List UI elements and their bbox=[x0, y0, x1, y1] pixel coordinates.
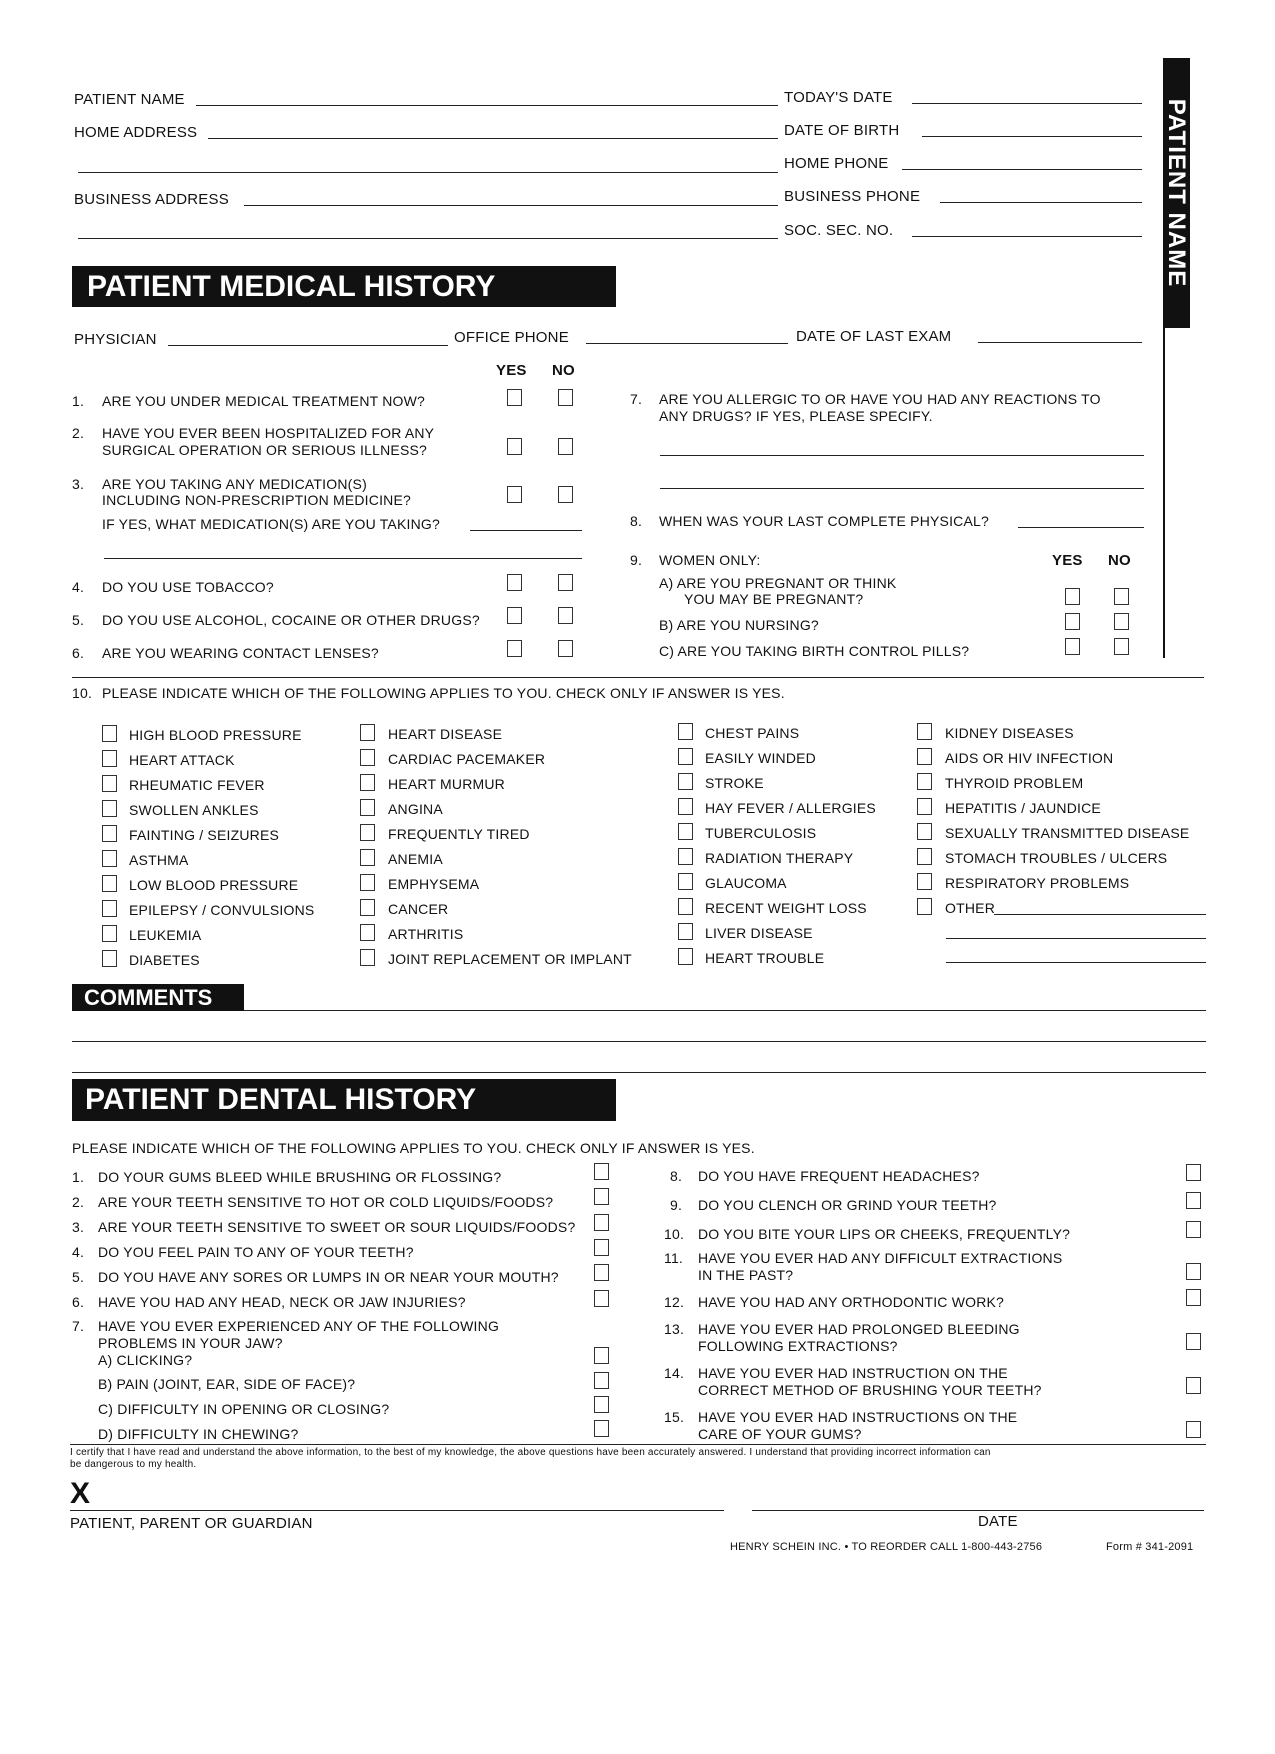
condition-label: RESPIRATORY PROBLEMS bbox=[945, 875, 1130, 891]
allergies-field[interactable] bbox=[660, 455, 1144, 456]
medical-question-6: ARE YOU WEARING CONTACT LENSES? bbox=[102, 645, 379, 661]
dental-q10-checkbox[interactable] bbox=[1186, 1221, 1201, 1238]
dental-question-3: ARE YOUR TEETH SENSITIVE TO SWEET OR SOUR LIQUIDS/FOODS? bbox=[98, 1219, 576, 1235]
other-condition-field-line2[interactable] bbox=[946, 938, 1206, 939]
q2-no-checkbox[interactable] bbox=[558, 438, 573, 455]
certification-statement: I certify that I have read and understand the above information, to the best of my knowledge, the above questions have been accurately answered. I understand that providing incorrect information can bbox=[70, 1447, 991, 1458]
dental-q8-checkbox[interactable] bbox=[1186, 1164, 1201, 1181]
medical-question-3: ARE YOU TAKING ANY MEDICATION(S) bbox=[102, 476, 367, 492]
dental-q12-checkbox[interactable] bbox=[1186, 1289, 1201, 1306]
dental-q7c-text: C) DIFFICULTY IN OPENING OR CLOSING? bbox=[98, 1401, 390, 1417]
certification-statement-cont: be dangerous to my health. bbox=[70, 1459, 197, 1470]
medical-question-2: HAVE YOU EVER BEEN HOSPITALIZED FOR ANY bbox=[102, 425, 435, 441]
dental-q3-checkbox[interactable] bbox=[594, 1214, 609, 1231]
dental-q7b-text: B) PAIN (JOINT, EAR, SIDE OF FACE)? bbox=[98, 1376, 356, 1392]
comments-field-line2[interactable] bbox=[72, 1041, 1206, 1042]
condition-checkbox[interactable] bbox=[678, 898, 693, 915]
condition-checkbox[interactable] bbox=[360, 899, 375, 916]
patient-name-field[interactable] bbox=[196, 105, 778, 106]
dental-question-4: DO YOU FEEL PAIN TO ANY OF YOUR TEETH? bbox=[98, 1244, 414, 1260]
condition-checkbox[interactable] bbox=[917, 848, 932, 865]
question-number: 15. bbox=[664, 1409, 685, 1425]
q9c-text: C) ARE YOU TAKING BIRTH CONTROL PILLS? bbox=[659, 643, 970, 659]
no-column-header: NO bbox=[552, 362, 575, 379]
question-number: 4. bbox=[72, 1244, 85, 1260]
question-number: 14. bbox=[664, 1365, 685, 1381]
question-number: 3. bbox=[72, 1219, 85, 1235]
medical-question-3-cont: INCLUDING NON-PRESCRIPTION MEDICINE? bbox=[102, 492, 412, 508]
question-number: 9. bbox=[630, 552, 643, 568]
q3-no-checkbox[interactable] bbox=[558, 486, 573, 503]
question-number: 11. bbox=[664, 1250, 684, 1266]
question-number: 10. bbox=[664, 1226, 685, 1242]
todays-date-field[interactable] bbox=[912, 103, 1142, 104]
condition-label: HEART TROUBLE bbox=[705, 950, 825, 966]
dental-q6-checkbox[interactable] bbox=[594, 1290, 609, 1307]
question-number: 7. bbox=[72, 1318, 85, 1334]
q5-no-checkbox[interactable] bbox=[558, 607, 573, 624]
q9b-yes-checkbox[interactable] bbox=[1065, 613, 1080, 630]
date-last-exam-label: DATE OF LAST EXAM bbox=[796, 328, 952, 345]
condition-checkbox[interactable] bbox=[102, 950, 117, 967]
question-number: 12. bbox=[664, 1294, 685, 1310]
dental-question-13-cont: FOLLOWING EXTRACTIONS? bbox=[698, 1338, 898, 1354]
q1-yes-checkbox[interactable] bbox=[507, 389, 522, 406]
condition-label: CANCER bbox=[388, 901, 449, 917]
dental-q7c-checkbox[interactable] bbox=[594, 1396, 609, 1413]
condition-label: ARTHRITIS bbox=[388, 926, 464, 942]
condition-checkbox[interactable] bbox=[102, 775, 117, 792]
question-number: 4. bbox=[72, 579, 85, 595]
condition-label: EASILY WINDED bbox=[705, 750, 816, 766]
yes-column-header: YES bbox=[496, 362, 527, 379]
other-condition-checkbox[interactable] bbox=[917, 898, 932, 915]
question-number: 9. bbox=[670, 1197, 683, 1213]
q9b-no-checkbox[interactable] bbox=[1114, 613, 1129, 630]
question-number: 13. bbox=[664, 1321, 685, 1337]
dental-q15-checkbox[interactable] bbox=[1186, 1421, 1201, 1438]
question-number: 2. bbox=[72, 425, 85, 441]
condition-checkbox[interactable] bbox=[360, 849, 375, 866]
condition-checkbox[interactable] bbox=[678, 748, 693, 765]
home-phone-field[interactable] bbox=[902, 169, 1142, 170]
condition-checkbox[interactable] bbox=[360, 799, 375, 816]
physician-field[interactable] bbox=[168, 345, 448, 346]
q2-yes-checkbox[interactable] bbox=[507, 438, 522, 455]
condition-checkbox[interactable] bbox=[917, 748, 932, 765]
dental-question-15: HAVE YOU EVER HAD INSTRUCTIONS ON THE bbox=[698, 1409, 1018, 1425]
condition-checkbox[interactable] bbox=[917, 798, 932, 815]
q5-yes-checkbox[interactable] bbox=[507, 607, 522, 624]
q9a-yes-checkbox[interactable] bbox=[1065, 588, 1080, 605]
footer-divider bbox=[70, 1444, 1206, 1445]
signature-x-mark: X bbox=[70, 1477, 91, 1510]
dental-question-8: DO YOU HAVE FREQUENT HEADACHES? bbox=[698, 1168, 980, 1184]
condition-checkbox[interactable] bbox=[102, 850, 117, 867]
signature-label: PATIENT, PARENT OR GUARDIAN bbox=[70, 1515, 313, 1532]
dental-question-7-cont: PROBLEMS IN YOUR JAW? bbox=[98, 1335, 283, 1351]
question-number: 5. bbox=[72, 612, 85, 628]
home-address-label: HOME ADDRESS bbox=[74, 124, 198, 141]
condition-checkbox[interactable] bbox=[360, 774, 375, 791]
allergies-field-line2[interactable] bbox=[660, 488, 1144, 489]
dental-question-15-cont: CARE OF YOUR GUMS? bbox=[698, 1426, 862, 1442]
dental-q7a-checkbox[interactable] bbox=[594, 1347, 609, 1364]
date-of-birth-label: DATE OF BIRTH bbox=[784, 122, 900, 139]
dental-q1-checkbox[interactable] bbox=[594, 1163, 609, 1180]
question-number: 6. bbox=[72, 1294, 85, 1310]
business-address-field-line2[interactable] bbox=[78, 238, 778, 239]
question-number: 8. bbox=[670, 1168, 683, 1184]
dental-q14-checkbox[interactable] bbox=[1186, 1377, 1201, 1394]
medication-list-prompt: IF YES, WHAT MEDICATION(S) ARE YOU TAKING? bbox=[102, 516, 440, 532]
q9-no-column-header: NO bbox=[1108, 552, 1131, 569]
condition-checkbox[interactable] bbox=[360, 724, 375, 741]
business-phone-label: BUSINESS PHONE bbox=[784, 188, 921, 205]
dental-q7b-checkbox[interactable] bbox=[594, 1372, 609, 1389]
condition-label: DIABETES bbox=[129, 952, 200, 968]
question-number: 6. bbox=[72, 645, 85, 661]
office-phone-label: OFFICE PHONE bbox=[454, 329, 569, 346]
dental-q7a-text: A) CLICKING? bbox=[98, 1352, 193, 1368]
condition-label: STOMACH TROUBLES / ULCERS bbox=[945, 850, 1168, 866]
dental-question-1: DO YOUR GUMS BLEED WHILE BRUSHING OR FLOSSING? bbox=[98, 1169, 502, 1185]
condition-label: FREQUENTLY TIRED bbox=[388, 826, 530, 842]
question-number: 1. bbox=[72, 393, 85, 409]
condition-checkbox[interactable] bbox=[102, 725, 117, 742]
dental-history-header: PATIENT DENTAL HISTORY bbox=[72, 1079, 616, 1121]
question-number: 5. bbox=[72, 1269, 85, 1285]
condition-label: FAINTING / SEIZURES bbox=[129, 827, 280, 843]
dental-question-10: DO YOU BITE YOUR LIPS OR CHEEKS, FREQUENTLY? bbox=[698, 1226, 1071, 1242]
condition-checkbox[interactable] bbox=[678, 723, 693, 740]
business-address-field[interactable] bbox=[244, 205, 778, 206]
q9b-text: B) ARE YOU NURSING? bbox=[659, 617, 819, 633]
condition-checkbox[interactable] bbox=[360, 749, 375, 766]
todays-date-label: TODAY'S DATE bbox=[784, 89, 893, 106]
condition-label: LIVER DISEASE bbox=[705, 925, 813, 941]
condition-checkbox[interactable] bbox=[917, 873, 932, 890]
medications-field[interactable] bbox=[470, 530, 582, 531]
condition-checkbox[interactable] bbox=[678, 823, 693, 840]
dental-question-6: HAVE YOU HAD ANY HEAD, NECK OR JAW INJURIES? bbox=[98, 1294, 466, 1310]
condition-checkbox[interactable] bbox=[917, 823, 932, 840]
dental-question-2: ARE YOUR TEETH SENSITIVE TO HOT OR COLD LIQUIDS/FOODS? bbox=[98, 1194, 554, 1210]
dental-question-14: HAVE YOU EVER HAD INSTRUCTION ON THE bbox=[698, 1365, 1008, 1381]
dental-q13-checkbox[interactable] bbox=[1186, 1333, 1201, 1350]
signature-date-field[interactable] bbox=[752, 1510, 1204, 1511]
condition-label: HEART DISEASE bbox=[388, 726, 503, 742]
question-number: 7. bbox=[630, 391, 643, 407]
dental-question-5: DO YOU HAVE ANY SORES OR LUMPS IN OR NEAR YOUR MOUTH? bbox=[98, 1269, 559, 1285]
q9a-no-checkbox[interactable] bbox=[1114, 588, 1129, 605]
condition-label: STROKE bbox=[705, 775, 764, 791]
medical-question-4: DO YOU USE TOBACCO? bbox=[102, 579, 274, 595]
section-divider bbox=[72, 677, 1204, 678]
medications-field-line2[interactable] bbox=[104, 558, 582, 559]
condition-label: HIGH BLOOD PRESSURE bbox=[129, 727, 302, 743]
medical-question-7: ARE YOU ALLERGIC TO OR HAVE YOU HAD ANY REACTIONS TO bbox=[659, 391, 1101, 407]
dental-question-11-cont: IN THE PAST? bbox=[698, 1267, 794, 1283]
comments-field-line3[interactable] bbox=[72, 1072, 1206, 1073]
dental-question-7: HAVE YOU EVER EXPERIENCED ANY OF THE FOLLOWING bbox=[98, 1318, 500, 1334]
date-label: DATE bbox=[978, 1513, 1018, 1530]
dental-question-11: HAVE YOU EVER HAD ANY DIFFICULT EXTRACTIONS bbox=[698, 1250, 1063, 1266]
medical-question-8: WHEN WAS YOUR LAST COMPLETE PHYSICAL? bbox=[659, 513, 989, 529]
question-number: 8. bbox=[630, 513, 643, 529]
dental-q7d-checkbox[interactable] bbox=[594, 1420, 609, 1437]
q9a-text-cont: YOU MAY BE PREGNANT? bbox=[684, 591, 864, 607]
condition-label: TUBERCULOSIS bbox=[705, 825, 817, 841]
condition-label: ANGINA bbox=[388, 801, 443, 817]
condition-checkbox[interactable] bbox=[360, 924, 375, 941]
condition-label: RHEUMATIC FEVER bbox=[129, 777, 265, 793]
medical-question-1: ARE YOU UNDER MEDICAL TREATMENT NOW? bbox=[102, 393, 426, 409]
q4-yes-checkbox[interactable] bbox=[507, 574, 522, 591]
question-number: 1. bbox=[72, 1169, 85, 1185]
medical-question-2-cont: SURGICAL OPERATION OR SERIOUS ILLNESS? bbox=[102, 442, 428, 458]
q9a-text: A) ARE YOU PREGNANT OR THINK bbox=[659, 575, 897, 591]
condition-label: CARDIAC PACEMAKER bbox=[388, 751, 546, 767]
q6-no-checkbox[interactable] bbox=[558, 640, 573, 657]
condition-label: SWOLLEN ANKLES bbox=[129, 802, 259, 818]
condition-checkbox[interactable] bbox=[678, 948, 693, 965]
condition-label: CHEST PAINS bbox=[705, 725, 800, 741]
condition-checkbox[interactable] bbox=[678, 873, 693, 890]
dental-question-9: DO YOU CLENCH OR GRIND YOUR TEETH? bbox=[698, 1197, 997, 1213]
other-condition-label: OTHER bbox=[945, 900, 995, 916]
condition-checkbox[interactable] bbox=[360, 824, 375, 841]
condition-checkbox[interactable] bbox=[678, 773, 693, 790]
other-condition-field[interactable] bbox=[994, 914, 1206, 915]
soc-sec-no-field[interactable] bbox=[912, 236, 1142, 237]
signature-field[interactable] bbox=[70, 1510, 724, 1511]
condition-label: ANEMIA bbox=[388, 851, 443, 867]
condition-checkbox[interactable] bbox=[678, 923, 693, 940]
condition-label: HEART ATTACK bbox=[129, 752, 235, 768]
q1-no-checkbox[interactable] bbox=[558, 389, 573, 406]
condition-label: GLAUCOMA bbox=[705, 875, 787, 891]
side-tab-label: PATIENT NAME bbox=[1163, 98, 1190, 288]
medical-question-10: PLEASE INDICATE WHICH OF THE FOLLOWING APPLIES TO YOU. CHECK ONLY IF ANSWER IS YES. bbox=[102, 685, 785, 701]
home-phone-label: HOME PHONE bbox=[784, 155, 889, 172]
condition-label: LEUKEMIA bbox=[129, 927, 202, 943]
dental-intro: PLEASE INDICATE WHICH OF THE FOLLOWING APPLIES TO YOU. CHECK ONLY IF ANSWER IS YES. bbox=[72, 1140, 755, 1156]
soc-sec-no-label: SOC. SEC. NO. bbox=[784, 222, 894, 239]
publisher-reorder-info: HENRY SCHEIN INC. • TO REORDER CALL 1-800-443-2756 bbox=[730, 1541, 1043, 1553]
condition-checkbox[interactable] bbox=[917, 723, 932, 740]
last-physical-field[interactable] bbox=[1018, 527, 1144, 528]
q6-yes-checkbox[interactable] bbox=[507, 640, 522, 657]
condition-label: HEPATITIS / JAUNDICE bbox=[945, 800, 1101, 816]
medical-question-5: DO YOU USE ALCOHOL, COCAINE OR OTHER DRUGS? bbox=[102, 612, 480, 628]
condition-checkbox[interactable] bbox=[102, 875, 117, 892]
office-phone-field[interactable] bbox=[586, 343, 788, 344]
question-number: 10. bbox=[72, 685, 93, 701]
condition-checkbox[interactable] bbox=[360, 949, 375, 966]
comments-field[interactable] bbox=[244, 1010, 1206, 1011]
women-only-label: WOMEN ONLY: bbox=[659, 552, 761, 568]
dental-q11-checkbox[interactable] bbox=[1186, 1263, 1201, 1280]
condition-checkbox[interactable] bbox=[102, 925, 117, 942]
form-number: Form # 341-2091 bbox=[1106, 1541, 1194, 1553]
condition-label: EPILEPSY / CONVULSIONS bbox=[129, 902, 315, 918]
condition-checkbox[interactable] bbox=[102, 900, 117, 917]
q9-yes-column-header: YES bbox=[1052, 552, 1083, 569]
dental-question-14-cont: CORRECT METHOD OF BRUSHING YOUR TEETH? bbox=[698, 1382, 1042, 1398]
comments-header: COMMENTS bbox=[72, 984, 244, 1011]
condition-checkbox[interactable] bbox=[360, 874, 375, 891]
condition-label: RECENT WEIGHT LOSS bbox=[705, 900, 867, 916]
condition-label: LOW BLOOD PRESSURE bbox=[129, 877, 299, 893]
q4-no-checkbox[interactable] bbox=[558, 574, 573, 591]
business-address-label: BUSINESS ADDRESS bbox=[74, 191, 229, 208]
dental-q4-checkbox[interactable] bbox=[594, 1239, 609, 1256]
condition-checkbox[interactable] bbox=[678, 798, 693, 815]
dental-question-12: HAVE YOU HAD ANY ORTHODONTIC WORK? bbox=[698, 1294, 1005, 1310]
q9c-yes-checkbox[interactable] bbox=[1065, 638, 1080, 655]
dental-q2-checkbox[interactable] bbox=[594, 1188, 609, 1205]
question-number: 3. bbox=[72, 476, 85, 492]
condition-label: HEART MURMUR bbox=[388, 776, 505, 792]
medical-question-7-cont: ANY DRUGS? IF YES, PLEASE SPECIFY. bbox=[659, 408, 933, 424]
condition-label: SEXUALLY TRANSMITTED DISEASE bbox=[945, 825, 1190, 841]
condition-checkbox[interactable] bbox=[102, 800, 117, 817]
condition-label: KIDNEY DISEASES bbox=[945, 725, 1074, 741]
condition-checkbox[interactable] bbox=[678, 848, 693, 865]
dental-q5-checkbox[interactable] bbox=[594, 1264, 609, 1281]
other-condition-field-line3[interactable] bbox=[946, 962, 1206, 963]
date-of-birth-field[interactable] bbox=[922, 136, 1142, 137]
condition-label: THYROID PROBLEM bbox=[945, 775, 1084, 791]
condition-checkbox[interactable] bbox=[102, 825, 117, 842]
physician-label: PHYSICIAN bbox=[74, 331, 157, 348]
business-phone-field[interactable] bbox=[940, 202, 1142, 203]
medical-history-header: PATIENT MEDICAL HISTORY bbox=[72, 266, 616, 307]
home-address-field[interactable] bbox=[208, 138, 778, 139]
q9c-no-checkbox[interactable] bbox=[1114, 638, 1129, 655]
date-last-exam-field[interactable] bbox=[978, 342, 1142, 343]
patient-name-label: PATIENT NAME bbox=[74, 91, 185, 108]
condition-label: HAY FEVER / ALLERGIES bbox=[705, 800, 876, 816]
q3-yes-checkbox[interactable] bbox=[507, 486, 522, 503]
condition-checkbox[interactable] bbox=[102, 750, 117, 767]
condition-label: JOINT REPLACEMENT OR IMPLANT bbox=[388, 951, 632, 967]
condition-label: AIDS OR HIV INFECTION bbox=[945, 750, 1114, 766]
dental-question-13: HAVE YOU EVER HAD PROLONGED BLEEDING bbox=[698, 1321, 1020, 1337]
question-number: 2. bbox=[72, 1194, 85, 1210]
condition-label: ASTHMA bbox=[129, 852, 189, 868]
condition-label: RADIATION THERAPY bbox=[705, 850, 854, 866]
home-address-field-line2[interactable] bbox=[78, 172, 778, 173]
side-tab-rule bbox=[1163, 328, 1165, 658]
dental-q7d-text: D) DIFFICULTY IN CHEWING? bbox=[98, 1426, 299, 1442]
dental-q9-checkbox[interactable] bbox=[1186, 1192, 1201, 1209]
condition-label: EMPHYSEMA bbox=[388, 876, 480, 892]
condition-checkbox[interactable] bbox=[917, 773, 932, 790]
